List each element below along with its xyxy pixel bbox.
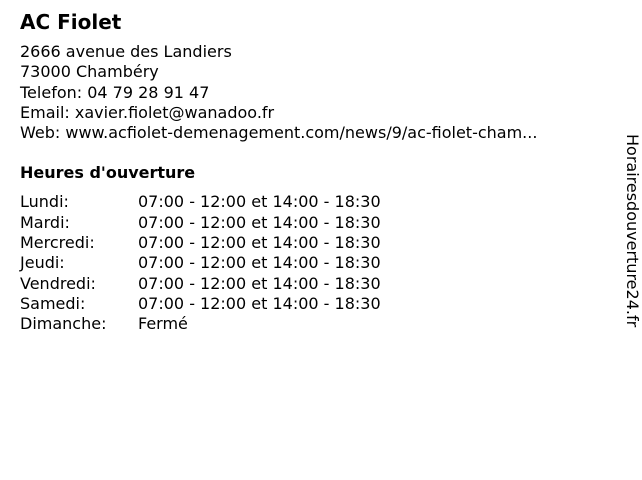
day-hours: 07:00 - 12:00 et 14:00 - 18:30 [138, 273, 381, 293]
email-address: Email: xavier.fiolet@wanadoo.fr [20, 102, 275, 122]
day-hours: Fermé [138, 314, 188, 334]
day-hours: 07:00 - 12:00 et 14:00 - 18:30 [138, 233, 381, 253]
business-name: AC Fiolet [20, 10, 122, 34]
hours-list [20, 192, 600, 334]
hours-row-vendredi [20, 274, 600, 294]
phone-number: Telefon: 04 79 28 91 47 [20, 82, 210, 102]
website-link[interactable]: www.acfiolet-demenagement.com/news/9/ac-fiolet-cham... [65, 123, 538, 143]
hours-row-jeudi [20, 253, 600, 273]
business-card [20, 9, 600, 335]
website-label: Web: [20, 123, 66, 143]
hours-row-mardi [20, 213, 600, 233]
day-hours: 07:00 - 12:00 et 14:00 - 18:30 [138, 293, 381, 313]
day-hours: 07:00 - 12:00 et 14:00 - 18:30 [138, 212, 381, 232]
day-label: Lundi: [20, 192, 69, 212]
street-address: 2666 avenue des Landiers [20, 42, 232, 61]
hours-heading: Heures d'ouverture [20, 163, 196, 183]
day-label: Vendredi: [20, 273, 96, 293]
hours-row-lundi [20, 192, 600, 212]
day-label: Samedi: [20, 293, 86, 313]
hours-row-samedi [20, 294, 600, 314]
website-row [20, 123, 600, 143]
hours-row-dimanche [20, 314, 600, 334]
day-label: Dimanche: [20, 314, 107, 334]
day-label: Jeudi: [20, 253, 65, 273]
hours-row-mercredi [20, 233, 600, 253]
day-label: Mardi: [20, 212, 70, 232]
brand-watermark: Horairesdouverture24.fr [623, 134, 642, 328]
city-address: 73000 Chambéry [20, 62, 159, 82]
day-label: Mercredi: [20, 233, 95, 253]
day-hours: 07:00 - 12:00 et 14:00 - 18:30 [138, 253, 381, 273]
day-hours: 07:00 - 12:00 et 14:00 - 18:30 [138, 192, 381, 212]
